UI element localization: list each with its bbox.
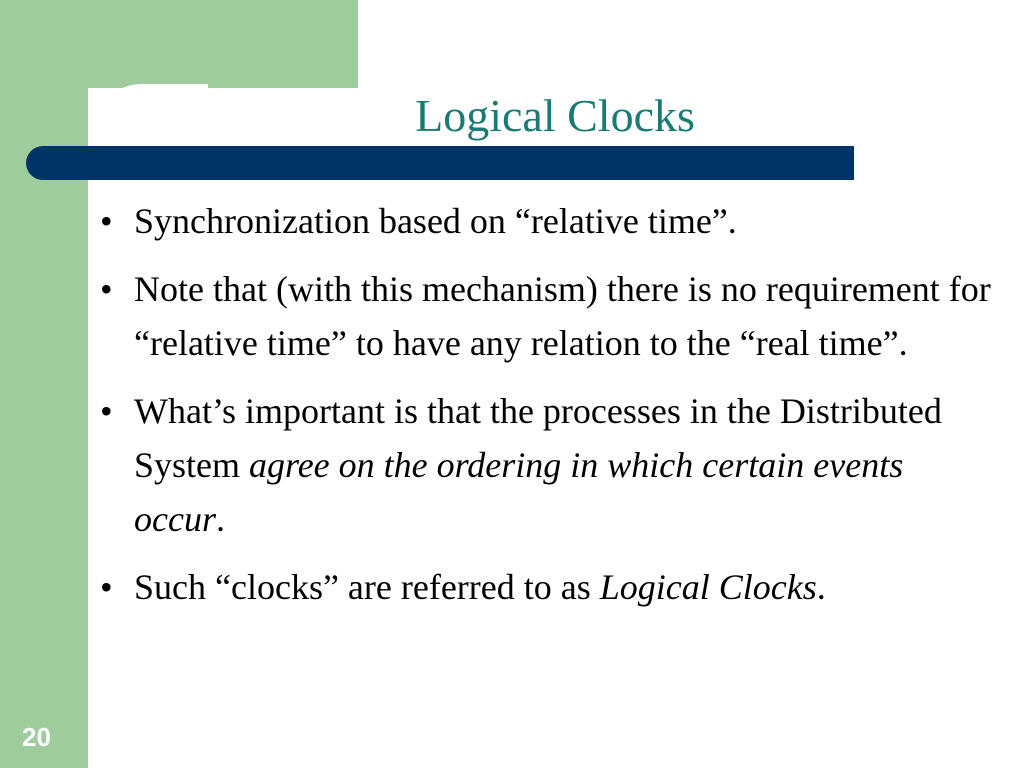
page-number: 20 xyxy=(22,722,51,752)
bullet-text-suffix: . xyxy=(816,567,826,607)
bullet-list xyxy=(100,194,1000,628)
bullet-text: Synchronization based on “relative time”. xyxy=(134,201,737,241)
title-underline-bar xyxy=(26,146,854,180)
bullet-dot-icon: • xyxy=(100,567,113,607)
slide-title: Logical Clocks xyxy=(415,90,695,141)
bullet-emphasis: agree on the ordering in which certain events occur xyxy=(134,445,904,539)
bullet-item-4 xyxy=(100,560,1000,614)
bullet-item-1 xyxy=(100,194,1000,248)
bullet-item-2 xyxy=(100,262,1000,370)
bullet-dot-icon: • xyxy=(100,391,113,431)
bullet-text-prefix: Such “clocks” are referred to as xyxy=(134,567,600,607)
green-frame-side xyxy=(0,0,88,768)
bullet-text-suffix: . xyxy=(215,499,225,539)
bullet-item-3 xyxy=(100,384,1000,546)
bullet-text: Note that (with this mechanism) there is no requirement for “relative time” to have any relation to the “real time”. xyxy=(134,269,991,363)
bullet-dot-icon: • xyxy=(100,201,113,241)
bullet-text-prefix: What’s important is that the processes in the Distributed System xyxy=(134,391,942,485)
bullet-emphasis: Logical Clocks xyxy=(599,567,817,607)
bullet-dot-icon: • xyxy=(100,269,113,309)
rounded-content-corner xyxy=(88,84,208,204)
